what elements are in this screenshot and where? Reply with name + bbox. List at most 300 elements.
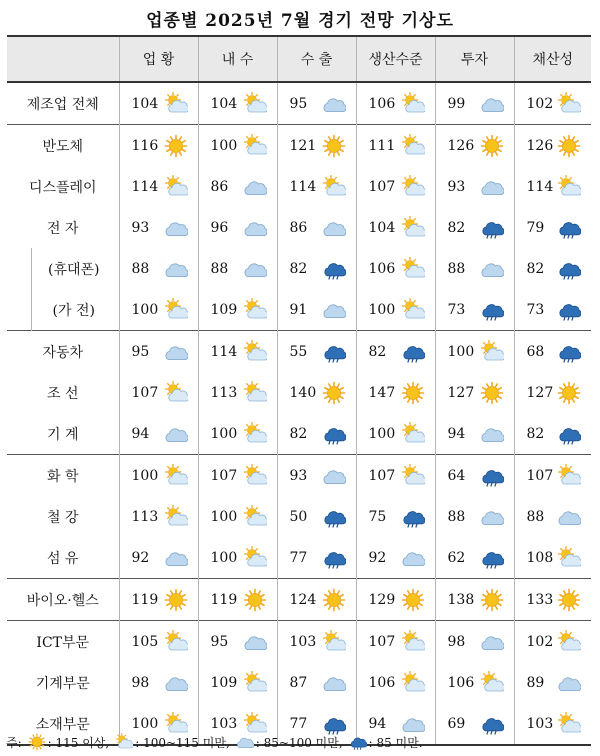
value-cell [514, 125, 591, 167]
value-cell [277, 289, 356, 331]
value-number: 133 [526, 591, 554, 608]
value-cell [356, 289, 435, 331]
partly-cloudy-icon [557, 546, 581, 570]
table-body [7, 82, 591, 745]
sunny-icon [243, 588, 267, 612]
partly-cloudy-icon [480, 340, 504, 364]
legend-prefix: 주: [6, 735, 22, 750]
partly-cloudy-icon [164, 505, 188, 529]
partly-cloudy-icon [164, 92, 188, 116]
partly-cloudy-icon [164, 630, 188, 654]
value-number: 82 [526, 425, 545, 442]
value-number: 121 [289, 137, 317, 154]
value-cell [119, 662, 198, 703]
value-number: 107 [210, 467, 238, 484]
value-number: 100 [210, 137, 238, 154]
legend-text: : 85 미만. [368, 735, 423, 750]
rain-cloud-icon [557, 298, 581, 322]
value-cell [198, 125, 277, 167]
row-label-text: 기 계 [47, 426, 79, 443]
value-number: 64 [447, 467, 466, 484]
cloudy-icon [480, 175, 504, 199]
row-label-text: 기계부문 [35, 675, 90, 692]
partly-cloudy-icon [243, 505, 267, 529]
forecast-table [7, 35, 591, 746]
value-number: 94 [131, 425, 150, 442]
row-label [7, 331, 119, 373]
value-cell [435, 455, 514, 497]
cloudy-icon [480, 92, 504, 116]
rain-cloud-icon [322, 712, 346, 736]
value-cell [514, 248, 591, 289]
cloudy-icon [322, 92, 346, 116]
value-number: 88 [210, 260, 229, 277]
value-number: 104 [368, 219, 396, 236]
value-number: 95 [289, 95, 308, 112]
value-cell [514, 372, 591, 413]
value-number: 138 [447, 591, 475, 608]
value-number: 107 [368, 178, 396, 195]
table-row [7, 372, 591, 413]
rain-cloud-icon [480, 546, 504, 570]
row-label [7, 166, 119, 207]
value-cell [119, 331, 198, 373]
value-cell [198, 537, 277, 579]
value-cell [435, 413, 514, 455]
value-number: 94 [447, 425, 466, 442]
table-row [7, 579, 591, 621]
value-number: 114 [526, 178, 554, 195]
value-cell [514, 413, 591, 455]
table-row [7, 331, 591, 373]
value-cell [356, 413, 435, 455]
value-number: 107 [368, 633, 396, 650]
value-number: 100 [131, 467, 159, 484]
sunny-icon [164, 588, 188, 612]
partly-cloudy-icon [401, 92, 425, 116]
value-number: 103 [210, 715, 238, 732]
value-cell [198, 455, 277, 497]
value-cell [198, 82, 277, 125]
value-number: 109 [210, 674, 238, 691]
row-label-text: 철 강 [47, 509, 79, 526]
value-number: 119 [131, 591, 159, 608]
rain-cloud-icon [480, 216, 504, 240]
partly-cloudy-icon [557, 712, 581, 736]
partly-cloudy-icon [557, 630, 581, 654]
rain-cloud-icon [557, 340, 581, 364]
value-cell [435, 207, 514, 248]
row-label [7, 289, 119, 331]
value-number: 87 [289, 674, 308, 691]
row-label-text: ICT부문 [36, 634, 90, 651]
cloudy-icon [164, 671, 188, 695]
value-cell [435, 248, 514, 289]
partly-cloudy-icon [401, 464, 425, 488]
value-number: 102 [526, 633, 554, 650]
value-number: 95 [210, 633, 229, 650]
value-number: 104 [131, 95, 159, 112]
value-cell [514, 166, 591, 207]
column-header: 채산성 [514, 36, 591, 82]
row-label [7, 537, 119, 579]
partly-cloudy-icon [243, 92, 267, 116]
value-number: 127 [526, 384, 554, 401]
value-cell [119, 82, 198, 125]
cloudy-icon [322, 671, 346, 695]
value-cell [198, 331, 277, 373]
partly-cloudy-icon [401, 671, 425, 695]
value-cell [198, 662, 277, 703]
value-cell [198, 289, 277, 331]
value-number: 114 [210, 343, 238, 360]
partly-cloudy-icon [401, 422, 425, 446]
value-cell [119, 621, 198, 663]
row-label [7, 579, 119, 621]
value-cell [435, 82, 514, 125]
value-cell [356, 455, 435, 497]
cloudy-icon [401, 712, 425, 736]
sunny-icon [322, 588, 346, 612]
cloudy-icon [322, 216, 346, 240]
partly-cloudy-icon [164, 381, 188, 405]
cloudy-icon [164, 340, 188, 364]
value-number: 108 [526, 549, 554, 566]
table-row [7, 125, 591, 167]
partly-cloudy-icon [401, 630, 425, 654]
value-cell [198, 496, 277, 537]
value-cell [356, 331, 435, 373]
rain-cloud-icon [401, 340, 425, 364]
value-cell [356, 248, 435, 289]
table-row [7, 248, 591, 289]
value-cell [514, 703, 591, 745]
value-number: 105 [131, 633, 159, 650]
value-cell [435, 166, 514, 207]
value-cell [119, 413, 198, 455]
partly-cloudy-icon [243, 712, 267, 736]
partly-cloudy-icon [557, 92, 581, 116]
value-number: 77 [289, 715, 308, 732]
value-cell [435, 289, 514, 331]
value-number: 95 [131, 343, 150, 360]
value-cell [356, 125, 435, 167]
partly-cloudy-icon [243, 381, 267, 405]
value-cell [198, 621, 277, 663]
header-blank [7, 36, 119, 82]
value-number: 107 [368, 467, 396, 484]
row-label [7, 621, 119, 663]
header-row [7, 36, 591, 82]
value-number: 111 [368, 137, 396, 154]
table-row [7, 413, 591, 455]
value-number: 92 [368, 549, 387, 566]
value-cell [119, 125, 198, 167]
table-row [7, 207, 591, 248]
value-cell [198, 413, 277, 455]
value-number: 94 [368, 715, 387, 732]
sub-category-divider [31, 248, 32, 331]
value-number: 129 [368, 591, 396, 608]
value-number: 100 [210, 425, 238, 442]
partly-cloudy-icon [401, 298, 425, 322]
value-cell [514, 455, 591, 497]
value-cell [119, 579, 198, 621]
row-label-text: 전 자 [47, 220, 79, 237]
value-cell [119, 207, 198, 248]
cloudy-icon [557, 671, 581, 695]
value-number: 127 [447, 384, 475, 401]
value-cell [277, 455, 356, 497]
value-cell [435, 579, 514, 621]
row-label-text: 조 선 [47, 385, 79, 402]
value-cell [277, 372, 356, 413]
value-number: 113 [131, 508, 159, 525]
value-number: 98 [447, 633, 466, 650]
value-number: 82 [526, 260, 545, 277]
legend-text: : 115 이상, [47, 735, 110, 750]
value-number: 88 [447, 260, 466, 277]
value-number: 92 [131, 549, 150, 566]
value-cell [435, 331, 514, 373]
row-label-text: 바이오·헬스 [26, 592, 99, 609]
partly-cloudy-icon [164, 464, 188, 488]
row-label [7, 455, 119, 497]
value-number: 86 [289, 219, 308, 236]
value-cell [356, 537, 435, 579]
row-label [7, 372, 119, 413]
value-cell [435, 125, 514, 167]
value-number: 126 [526, 137, 554, 154]
value-number: 106 [447, 674, 475, 691]
value-cell [119, 496, 198, 537]
value-number: 96 [210, 219, 229, 236]
value-number: 82 [289, 425, 308, 442]
value-cell [119, 537, 198, 579]
value-cell [356, 496, 435, 537]
sunny-icon [557, 588, 581, 612]
value-number: 73 [447, 301, 466, 318]
value-number: 50 [289, 508, 308, 525]
cloudy-icon [480, 505, 504, 529]
value-number: 119 [210, 591, 238, 608]
value-number: 88 [131, 260, 150, 277]
row-label [7, 662, 119, 703]
rain-cloud-icon [557, 422, 581, 446]
value-cell [277, 579, 356, 621]
cloudy-icon [236, 733, 254, 751]
partly-cloudy-icon [401, 257, 425, 281]
row-label [7, 413, 119, 455]
value-cell [514, 662, 591, 703]
value-number: 107 [131, 384, 159, 401]
cloudy-icon [164, 216, 188, 240]
value-cell [356, 166, 435, 207]
value-cell [277, 248, 356, 289]
partly-cloudy-icon [401, 216, 425, 240]
cloudy-icon [164, 422, 188, 446]
cloudy-icon [243, 175, 267, 199]
partly-cloudy-icon [401, 175, 425, 199]
table-row [7, 455, 591, 497]
partly-cloudy-icon [322, 175, 346, 199]
row-label [7, 125, 119, 167]
value-cell [435, 662, 514, 703]
partly-cloudy-icon [243, 340, 267, 364]
value-cell [435, 621, 514, 663]
value-cell [356, 662, 435, 703]
value-cell [277, 331, 356, 373]
value-cell [277, 621, 356, 663]
rain-cloud-icon [322, 546, 346, 570]
value-number: 106 [368, 260, 396, 277]
cloudy-icon [164, 257, 188, 281]
value-cell [514, 207, 591, 248]
value-number: 100 [131, 301, 159, 318]
value-number: 89 [526, 674, 545, 691]
value-cell [119, 289, 198, 331]
row-label [7, 248, 119, 289]
table-row [7, 621, 591, 663]
value-number: 103 [289, 633, 317, 650]
sunny-icon [557, 381, 581, 405]
value-number: 55 [289, 343, 308, 360]
value-cell [119, 248, 198, 289]
sunny-icon [28, 733, 46, 751]
page-title: 업종별 2025년 7월 경기 전망 기상도 [146, 11, 454, 31]
value-number: 147 [368, 384, 396, 401]
value-cell [514, 82, 591, 125]
partly-cloudy-icon [243, 671, 267, 695]
value-cell [277, 496, 356, 537]
value-number: 69 [447, 715, 466, 732]
value-cell [514, 289, 591, 331]
row-label-text: (휴대폰) [48, 261, 100, 278]
value-number: 88 [526, 508, 545, 525]
rain-cloud-icon [480, 712, 504, 736]
value-number: 107 [526, 467, 554, 484]
sunny-icon [164, 134, 188, 158]
value-number: 82 [368, 343, 387, 360]
cloudy-icon [480, 422, 504, 446]
cloudy-icon [243, 216, 267, 240]
legend-text: : 100~115 미만, [135, 735, 230, 750]
value-cell [514, 496, 591, 537]
cloudy-icon [480, 630, 504, 654]
value-cell [514, 621, 591, 663]
cloudy-icon [401, 546, 425, 570]
partly-cloudy-icon [557, 175, 581, 199]
sunny-icon [322, 134, 346, 158]
row-label-text: 반도체 [42, 138, 84, 155]
cloudy-icon [322, 464, 346, 488]
value-number: 73 [526, 301, 545, 318]
value-number: 116 [131, 137, 159, 154]
value-number: 100 [447, 343, 475, 360]
table-row [7, 537, 591, 579]
rain-cloud-icon [480, 464, 504, 488]
cloudy-icon [164, 546, 188, 570]
value-number: 100 [368, 425, 396, 442]
value-number: 140 [289, 384, 317, 401]
partly-cloudy-icon [557, 464, 581, 488]
value-cell [356, 579, 435, 621]
value-number: 126 [447, 137, 475, 154]
value-number: 100 [210, 508, 238, 525]
value-cell [277, 125, 356, 167]
cloudy-icon [243, 630, 267, 654]
sunny-icon [480, 381, 504, 405]
value-number: 93 [289, 467, 308, 484]
value-cell [119, 372, 198, 413]
sunny-icon [401, 588, 425, 612]
value-cell [119, 455, 198, 497]
rain-cloud-icon [322, 340, 346, 364]
value-number: 104 [210, 95, 238, 112]
partly-cloudy-icon [322, 630, 346, 654]
legend-text: : 85~100 미만, [255, 735, 343, 750]
partly-cloudy-icon [164, 298, 188, 322]
value-number: 124 [289, 591, 317, 608]
value-number: 102 [526, 95, 554, 112]
row-label [7, 82, 119, 125]
value-number: 106 [368, 95, 396, 112]
value-number: 77 [289, 549, 308, 566]
value-number: 100 [368, 301, 396, 318]
value-cell [277, 413, 356, 455]
row-label-text: 제조업 전체 [26, 96, 99, 113]
partly-cloudy-icon [401, 134, 425, 158]
partly-cloudy-icon [243, 134, 267, 158]
rain-cloud-icon [349, 733, 367, 751]
table-row [7, 496, 591, 537]
table-row [7, 166, 591, 207]
cloudy-icon [243, 257, 267, 281]
row-label-text: 화 학 [47, 468, 79, 485]
table-row [7, 82, 591, 125]
column-header: 수 출 [277, 36, 356, 82]
cloudy-icon [480, 257, 504, 281]
cloudy-icon [322, 298, 346, 322]
partly-cloudy-icon [243, 422, 267, 446]
rain-cloud-icon [322, 422, 346, 446]
value-number: 98 [131, 674, 150, 691]
rain-cloud-icon [480, 298, 504, 322]
value-number: 75 [368, 508, 387, 525]
row-label-text: 섬 유 [47, 550, 79, 567]
value-number: 79 [526, 219, 545, 236]
rain-cloud-icon [401, 505, 425, 529]
value-number: 113 [210, 384, 238, 401]
value-cell [277, 537, 356, 579]
value-number: 82 [289, 260, 308, 277]
value-cell [514, 579, 591, 621]
column-header: 투자 [435, 36, 514, 82]
sunny-icon [480, 588, 504, 612]
value-number: 91 [289, 301, 308, 318]
row-label [7, 496, 119, 537]
rain-cloud-icon [557, 257, 581, 281]
row-label-text: 디스플레이 [28, 179, 97, 196]
value-number: 100 [131, 715, 159, 732]
row-label-text: 소재부문 [35, 716, 90, 733]
row-label [7, 207, 119, 248]
row-label-text: 자동차 [42, 344, 84, 361]
sunny-icon [557, 134, 581, 158]
value-cell [198, 248, 277, 289]
value-number: 114 [289, 178, 317, 195]
value-cell [514, 537, 591, 579]
